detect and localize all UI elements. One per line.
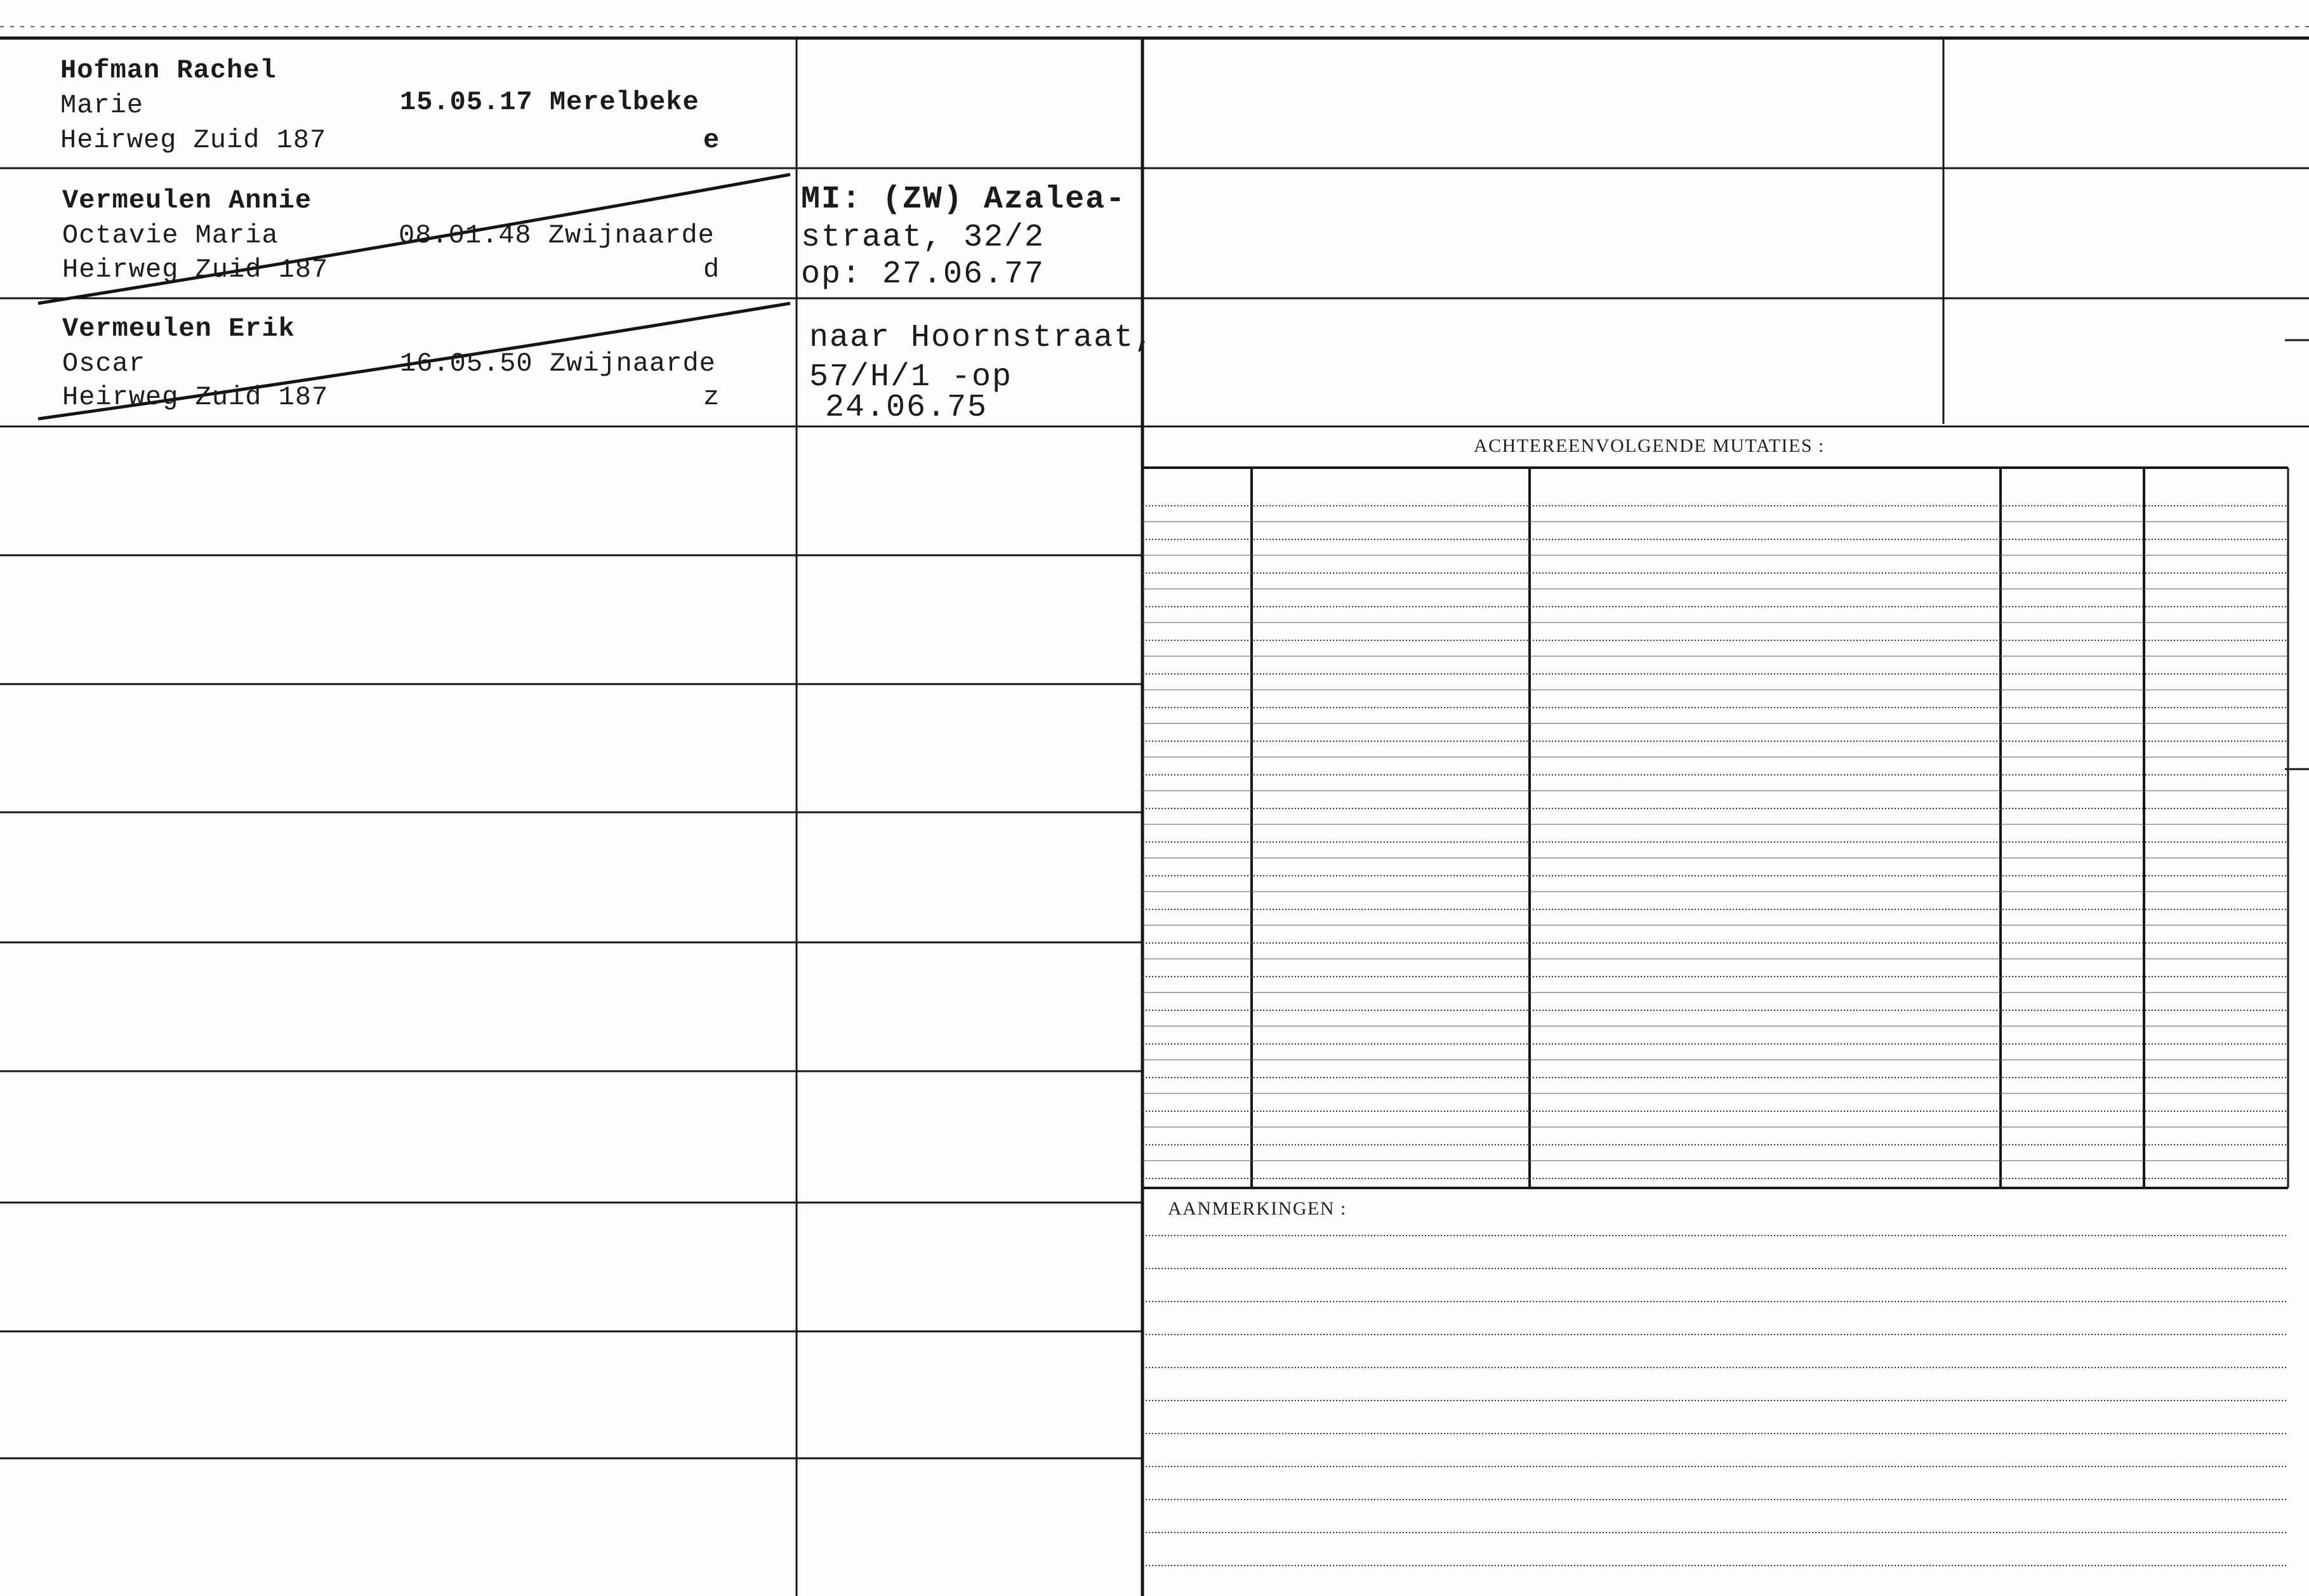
record-3-birth: 16.05.50 Zwijnaarde (400, 348, 716, 379)
record-2-name-line2: Octavie Maria (62, 220, 279, 251)
record-1-address: Heirweg Zuid 187 (60, 125, 327, 155)
record-2-note-line3: op: 27.06.77 (801, 256, 1045, 293)
record-2-name-line1: Vermeulen Annie (62, 185, 312, 216)
record-2-note-line2: straat, 32/2 (801, 220, 1045, 256)
mutaties-heading: ACHTEREENVOLGENDE MUTATIES : (1474, 435, 1825, 456)
record-3-code: z (703, 382, 720, 412)
aanmerkingen-heading: AANMERKINGEN : (1168, 1198, 1347, 1219)
record-3-note-line2: 57/H/1 -op (809, 359, 1013, 395)
record-1-name-line2: Marie (60, 90, 144, 121)
record-2-birth: 08.01.48 Zwijnaarde (399, 220, 715, 251)
record-3-note-line1: naar Hoornstraat, (809, 320, 1155, 356)
record-1-name-line1: Hofman Rachel (60, 55, 277, 86)
record-2-note-line1: MI: (ZW) Azalea- (801, 181, 1127, 218)
record-3-address: Heirweg Zuid 187 (62, 382, 329, 412)
record-1-birth: 15.05.17 Merelbeke (400, 87, 699, 117)
record-3-name-line1: Vermeulen Erik (62, 313, 295, 344)
record-3-note-line3: 24.06.75 (825, 390, 988, 426)
record-1-code: e (703, 125, 720, 155)
record-2-address: Heirweg Zuid 187 (62, 254, 329, 285)
record-3-name-line2: Oscar (62, 348, 146, 379)
record-2-code: d (703, 254, 720, 285)
